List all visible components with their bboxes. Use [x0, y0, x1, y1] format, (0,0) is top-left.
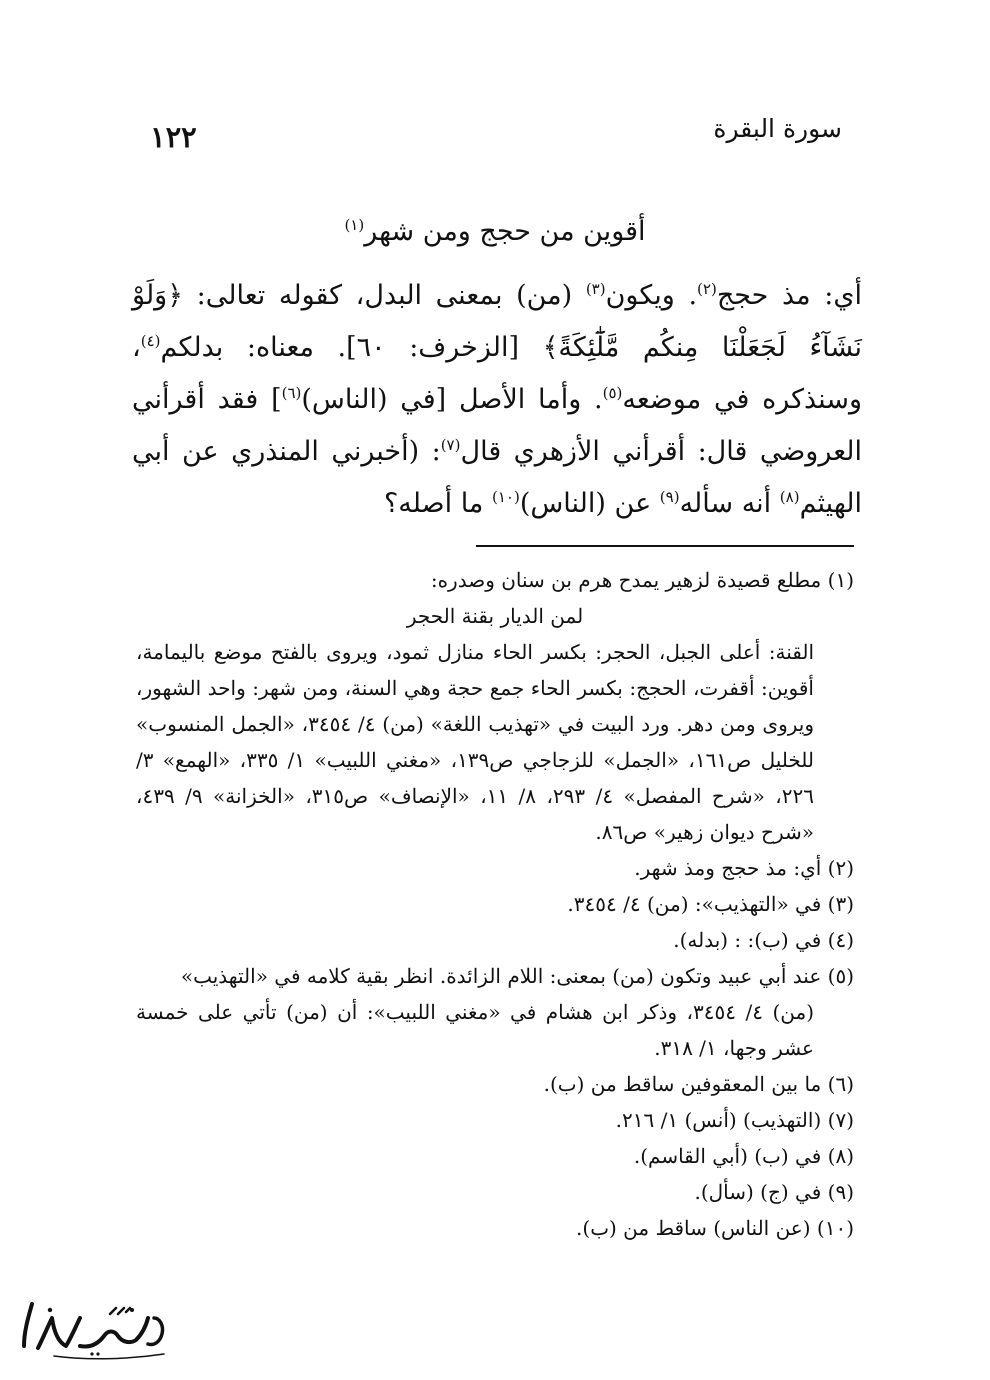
footnote-6: (٦) ما بين المعقوفين ساقط من (ب). [543, 1072, 854, 1096]
footnote-ref: (٣) [585, 280, 606, 298]
footnote-9: (٩) في (ج) (سأل). [694, 1180, 854, 1204]
footnote-4: (٤) في (ب): : (بدله). [673, 928, 854, 952]
main-text-segment: (من) بمعنى البدل، كقوله تعالى: ﴿وَلَوْ نَشَآءُ لَجَعَلْنَا مِنكُم مَّلَٰٓئِكَةً﴾ [الزخرف: ٦٠]. معناه: بدلكم [132, 280, 862, 363]
footnote-5-first-line: (٥) عند أبي عبيد وتكون (من) بمعنى: اللام الزائدة. انظر بقية كلامه في «التهذيب» [180, 964, 854, 988]
footnote-separator [476, 545, 854, 547]
main-text-segment: . وأما الأصل [في (الناس) [301, 384, 603, 415]
page-header [150, 108, 842, 158]
footnote-1-hemistich: لمن الديار بقنة الحجر [406, 604, 584, 628]
main-text-segment: ، وسنذكره في موضعه [132, 332, 862, 415]
footnote-1-intro: (١) مطلع قصيدة لزهير يمدح هرم بن سنان وصدره: [430, 568, 854, 592]
main-text-segment: ما أصله؟ [383, 488, 492, 519]
main-text-segment: أي: مذ حجج [716, 280, 862, 311]
main-text [132, 270, 862, 530]
footnote-7: (٧) (التهذيب) (أنس) ١/ ٢١٦. [615, 1108, 854, 1132]
surah-name: سورة البقرة [713, 114, 842, 143]
footnote-ref: (٩) [659, 488, 680, 506]
footnote-5-continuation: (من) ٤/ ٣٤٥٤، وذكر ابن هشام في «مغني اللبيب»: أن (من) تأتي على خمسة عشر وجها، ١/ ٣١٨. [136, 1000, 814, 1060]
poem-verse-text: أقوين من حجج ومن شهر [364, 216, 646, 247]
footnotes [136, 562, 854, 1246]
page-number: ١٢٢ [150, 120, 197, 154]
footnote-1-body: القنة: أعلى الجبل، الحجر: بكسر الحاء منازل ثمود، ويروى بالفتح موضع باليمامة، أقوين: أقفرت، الحجج: بكسر الحاء جمع حجة وهي السنة، ومن شهر: واحد الشهور، ويروى ومن دهر. ورد البيت في «تهذيب اللغة» (من) ٤/ ٣٤٥٤، «الجمل المنسوب» للخليل ص١٦١، «الجمل» للزجاجي ص١٣٩، «مغني اللبيب» ١/ ٣٣٥، «الهمع» ٣/ ٢٢٦، «شرح المفصل» ٤/ ٢٩٣، ٨/ ١١، «الإنصاف» ص٣١٥، «الخزانة» ٩/ ٤٣٩، «شرح ديوان زهير» ص٨٦. [136, 640, 814, 844]
footnote-ref: (٦) [281, 384, 302, 402]
watermark-logo [14, 1296, 174, 1368]
footnote-ref: (١٠) [491, 488, 520, 506]
footnote-10: (١٠) (عن الناس) ساقط من (ب). [576, 1216, 854, 1240]
footnote-ref: (٢) [697, 280, 717, 298]
main-paragraph [132, 270, 862, 530]
footnote-ref: (٧) [440, 436, 461, 454]
footnote-2: (٢) أي: مذ حجج ومذ شهر. [634, 856, 854, 880]
poem-verse [0, 212, 990, 252]
main-text-segment: : (أخبرني المنذري عن أبي الهيثم [132, 436, 862, 519]
footnote-ref: (١) [344, 216, 365, 234]
footnote-ref: (٨) [779, 488, 800, 506]
footnote-3: (٣) في «التهذيب»: (من) ٤/ ٣٤٥٤. [567, 892, 854, 916]
footnote-ref: (٤) [140, 332, 161, 350]
main-text-segment: ] فقد أقرأني العروضي قال: أقرأني الأزهري قال [132, 384, 862, 467]
main-text-segment: . ويكون [605, 280, 698, 311]
footnote-ref: (٥) [602, 384, 623, 402]
footnote-8: (٨) في (ب) (أبي القاسم). [633, 1144, 854, 1168]
main-text-segment: عن (الناس) [519, 488, 660, 519]
main-text-segment: أنه سأله [679, 488, 780, 519]
